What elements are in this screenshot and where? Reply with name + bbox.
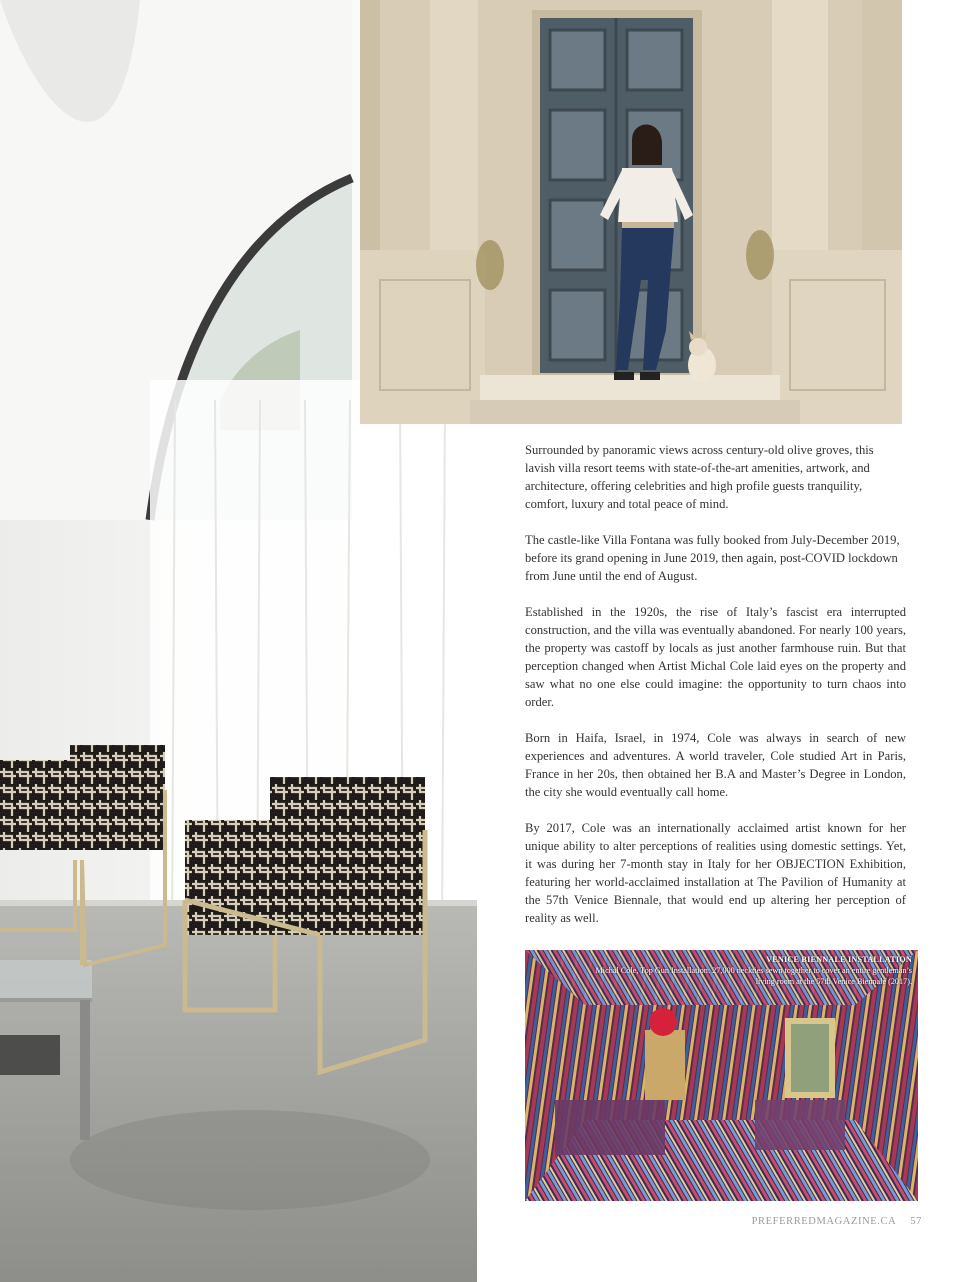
article-body: [525, 441, 906, 945]
footer-site: PREFERREDMAGAZINE.CA: [751, 1216, 897, 1227]
page-footer: [752, 1216, 922, 1227]
photo-caption: [592, 954, 912, 987]
page-number: 57: [910, 1216, 922, 1227]
paragraph: Established in the 1920s, the rise of Italy’s fascist era interrupted construction, and the villa was eventually abandoned. For nearly 100 years, the property was castoff by locals as just another farmhouse ruin. But that perception changed when Artist Michal Cole laid eyes on the property and saw what no one else could imagine: the opportunity to turn chaos into order.: [525, 605, 906, 709]
paragraph: By 2017, Cole was an internationally acclaimed artist known for her unique ability to alter perceptions of realities using domestic settings. Yet, it was during her 7-month stay in Italy for her OBJECTION Exhibition, featuring her world-acclaimed installation at The Pavilion of Humanity at the 57th Venice Biennale, that would end up altering her perception of reality as well.: [525, 821, 906, 925]
paragraph: Born in Haifa, Israel, in 1974, Cole was always in search of new experiences and adventures. A world traveler, Cole studied Art in Paris, France in her 20s, then obtained her B.A and Master’s Degree in London, the city she would eventually call home.: [525, 731, 906, 799]
villa-portrait-photo: [360, 0, 902, 424]
paragraph: The castle-like Villa Fontana was fully booked from July-December 2019, before its grand opening in June 2019, then again, post-COVID lockdown from June until the end of August.: [525, 533, 900, 583]
paragraph: Surrounded by panoramic views across century-old olive groves, this lavish villa resort teems with state-of-the-art amenities, artwork, and architecture, offering celebrities and high profile guests tranquility, comfort, luxury and total peace of mind.: [525, 443, 874, 511]
caption-text: Michal Cole, Top Gun Installation: 27,000 neckties sewn together to cover an entire gentleman’s living room at the 57th Venice Biennale (2017).: [595, 966, 912, 986]
installation-photo: [525, 950, 918, 1201]
caption-title: VENICE BIENNALE INSTALLATION: [766, 955, 912, 964]
